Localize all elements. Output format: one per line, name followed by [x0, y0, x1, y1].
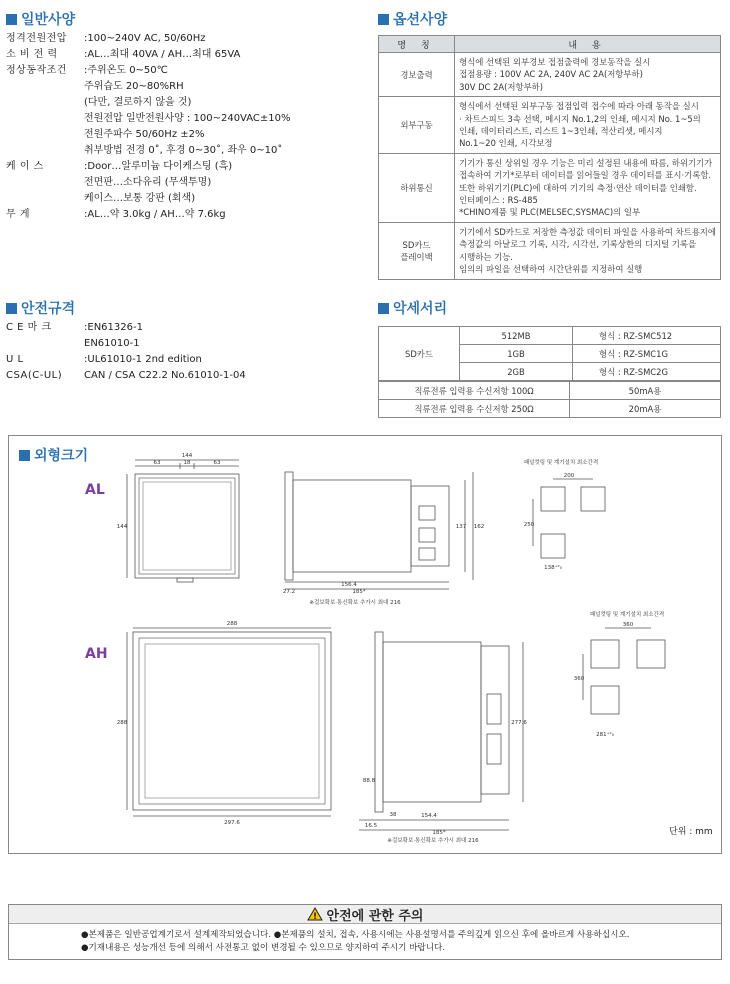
safety-row: [6, 320, 246, 336]
safety-heading: 안전규격: [6, 298, 75, 318]
spec-key: 정격전원전압: [6, 33, 67, 44]
al-note: ※걸보확보·통신확보 추가시 최대 216: [309, 600, 401, 606]
options-heading: 옵션사양: [378, 9, 447, 29]
resistor-row: [379, 382, 721, 400]
spec-value: 취부방법 전경 0˚, 후경 0~30˚, 좌우 0~10˚: [84, 145, 283, 156]
option-row: [379, 222, 721, 279]
sd-size: 512MB: [460, 327, 573, 345]
option-row: [379, 53, 721, 97]
resistor-value: 50mA용: [570, 382, 721, 400]
general-spec-row: [6, 95, 291, 111]
ah-panel-title: 패널컷팅 및 계기설치 최소간격: [589, 612, 665, 618]
safety-notice: [8, 904, 722, 960]
spec-key: 정상동작조건: [6, 65, 67, 76]
general-spec-list: [6, 31, 291, 223]
ah-d4-label: 16.5: [364, 823, 378, 829]
spec-key: U L: [6, 354, 24, 365]
option-name: SD카드 플레이백: [379, 222, 455, 279]
sd-model: 형식 : RZ-SMC512: [573, 327, 721, 345]
spec-key: [6, 143, 84, 159]
spec-value: 전면판…소다유리 (무색투명): [84, 177, 212, 188]
al-panel-w-label: 200: [563, 473, 575, 479]
general-spec-row: [6, 143, 291, 159]
spec-value: :Door…알루미늄 다이케스팅 (흑): [84, 161, 233, 172]
spec-key: 무 게: [6, 209, 30, 220]
svg-text:!: !: [312, 912, 317, 921]
spec-key: CSA(C-UL): [6, 370, 63, 381]
general-spec-heading: 일반사양: [6, 9, 75, 29]
square-bullet-icon: [6, 14, 17, 25]
resistor-table: [378, 381, 721, 418]
sd-card-table: [378, 326, 721, 381]
al-h3-label: 162: [473, 524, 485, 530]
spec-key: [6, 95, 84, 111]
spec-key: [6, 191, 84, 207]
option-row: [379, 97, 721, 154]
dimensions-heading: 외형크기: [19, 445, 88, 465]
spec-value: EN61010-1: [84, 338, 140, 349]
al-front-outline: [135, 474, 239, 578]
al-panel-title: 패널컷팅 및 계기설치 최소간격: [523, 460, 599, 466]
general-spec-row: [6, 79, 291, 95]
ah-d3-label: 38: [389, 812, 397, 818]
al-seg3-label: 63: [213, 460, 221, 466]
al-panel-h-label: 250: [523, 522, 535, 528]
spec-value: :100~240V AC, 50/60Hz: [84, 33, 206, 44]
options-col-name: 명 칭: [379, 36, 455, 53]
square-bullet-icon: [6, 303, 17, 314]
sd-label: SD카드: [379, 327, 460, 381]
safety-row: [6, 352, 246, 368]
option-name: 외부구동: [379, 97, 455, 154]
options-col-desc: 내 용: [455, 36, 721, 53]
notice-line-2: ●기재내용은 성능개선 등에 의해서 사전통고 없이 변경될 수 있으므로 양지하여 주시기 바랍니다.: [81, 943, 446, 953]
al-seg1-label: 63: [153, 460, 161, 466]
spec-value: CAN / CSA C22.2 No.61010-1-04: [84, 370, 246, 381]
resistor-desc: 직류전류 입력용 수신저항 100Ω: [379, 382, 570, 400]
square-bullet-icon: [378, 303, 389, 314]
resistor-desc: 직류전류 입력용 수신저항 250Ω: [379, 400, 570, 418]
general-spec-row: [6, 47, 291, 63]
sd-model: 형식 : RZ-SMC1G: [573, 345, 721, 363]
al-depth2-label: 185*: [352, 589, 366, 595]
dimension-drawings: [9, 436, 721, 853]
model-label-ah: AH: [85, 646, 108, 662]
sd-model: 형식 : RZ-SMC2G: [573, 363, 721, 381]
general-spec-row: [6, 31, 291, 47]
ah-cut-label: 281⁺²₀: [596, 732, 614, 738]
option-desc: 형식에 선택된 외부경보 접점출력에 경보동작을 실시 접점용량 : 100V AC 2A, 240V AC 2A(저항부하) 30V DC 2A(저항부하): [455, 53, 721, 97]
sd-row: [379, 327, 721, 345]
spec-value: 주위습도 20~80%RH: [84, 81, 184, 92]
ah-panel-h-label: 360: [573, 676, 585, 682]
option-desc: 기기가 통신 상위일 경우 기능은 미리 설정된 내용에 따름, 하위기기가 접속하여 기기*로부터 데이터를 읽어들일 경우 데이터를 표시·기록함. 또한 하위기기(PLC)에 대하여 기기의 측정·연산 데이터를 인쇄함. 인터페이스 : RS-485 *CHINO제품 및 PLC(MELSEC,SYSMAC)의 일부: [455, 153, 721, 222]
sd-size: 1GB: [460, 345, 573, 363]
option-desc: 기기에서 SD카드로 저장한 측정값 데이터 파일을 사용하여 차트용지에 측정값의 아날로그 기록, 시각, 시각선, 기록상한의 디지털 기록을 시행하는 기능. 임의의 파일을 선택하여 시간단위를 지정하여 실행: [455, 222, 721, 279]
general-spec-row: [6, 63, 291, 79]
spec-key: C E 마 크: [6, 322, 52, 333]
al-depth3-label: 27.2: [282, 589, 296, 595]
spec-key: [6, 127, 84, 143]
ah-h3-label: 88.8: [362, 778, 376, 784]
option-row: [379, 153, 721, 222]
ah-h2-label: 277.6: [511, 720, 527, 726]
sd-size: 2GB: [460, 363, 573, 381]
ah-front-outline: [133, 632, 331, 810]
general-spec-row: [6, 127, 291, 143]
option-name: 경보출력: [379, 53, 455, 97]
al-seg2-label: 18: [183, 460, 191, 466]
ah-depth1-label: 154.4: [421, 813, 437, 819]
resistor-value: 20mA용: [570, 400, 721, 418]
spec-key: [6, 79, 84, 95]
safety-row: [6, 368, 246, 384]
spec-value: :주위온도 0~50℃: [84, 65, 168, 76]
general-spec-row: [6, 207, 291, 223]
al-h2-label: 137: [455, 524, 467, 530]
model-label-al: AL: [85, 482, 105, 498]
ah-width-label: 288: [226, 621, 238, 627]
resistor-row: [379, 400, 721, 418]
general-spec-row: [6, 159, 291, 175]
al-height-label: 144: [116, 524, 128, 530]
general-spec-row: [6, 175, 291, 191]
safety-row: [6, 336, 246, 352]
ah-note: ※걸보확보·통신확보 추가시 최대 216: [387, 838, 479, 844]
spec-value: :UL61010-1 2nd edition: [84, 354, 202, 365]
al-cut-label: 138⁺²₀: [544, 565, 562, 571]
spec-key: 케 이 스: [6, 161, 44, 172]
general-spec-row: [6, 191, 291, 207]
spec-key: 소 비 전 력: [6, 49, 58, 60]
spec-key: [6, 111, 84, 127]
ah-panel-w-label: 360: [622, 622, 634, 628]
spec-value: 케이스…보통 강판 (회색): [84, 193, 196, 204]
spec-key: [6, 336, 84, 352]
option-name: 하위통신: [379, 153, 455, 222]
ah-bottom-w-label: 297.6: [224, 820, 240, 826]
accessories-heading: 악세서리: [378, 298, 447, 318]
spec-value: :AL…약 3.0kg / AH…약 7.6kg: [84, 209, 226, 220]
spec-key: [6, 175, 84, 191]
notice-line-1: ●본제품은 일반공업계기로서 설계제작되었습니다. ●본제품의 설치, 접속, 사용시에는 사용설명서를 주의깊게 읽으신 후에 올바르게 사용하십시오.: [81, 930, 630, 940]
spec-value: 전원주파수 50/60Hz ±2%: [84, 129, 205, 140]
spec-value: :AL…최대 40VA / AH…최대 65VA: [84, 49, 241, 60]
options-table: [378, 35, 721, 280]
general-spec-row: [6, 111, 291, 127]
square-bullet-icon: [378, 14, 389, 25]
option-desc: 형식에서 선택된 외부구동 접점입력 접수에 따라 아래 동작을 실시 · 차트스피드 3속 선택, 메시지 No.1,2의 인쇄, 메시지 No. 1~5의 인쇄, 데이터리스트, 리스트 1~3인쇄, 적산리셋, 메시지 No.1~20 인쇄, 시각보정: [455, 97, 721, 154]
spec-value: :EN61326-1: [84, 322, 143, 333]
warning-icon: [307, 907, 323, 921]
safety-list: [6, 320, 246, 384]
al-width-label: 144: [181, 453, 193, 459]
ah-depth2-label: 185*: [432, 830, 446, 836]
dimensions-panel: [8, 435, 722, 854]
notice-title: 안전에 관한 주의: [326, 908, 424, 924]
al-depth1-label: 156.4: [341, 582, 357, 588]
spec-value: 전원전압 일반전원사양 : 100~240VAC±10%: [84, 113, 291, 124]
spec-value: (다만, 결로하지 않을 것): [84, 97, 192, 108]
unit-note: 단위 : mm: [669, 827, 713, 837]
ah-height-label: 288: [116, 720, 128, 726]
